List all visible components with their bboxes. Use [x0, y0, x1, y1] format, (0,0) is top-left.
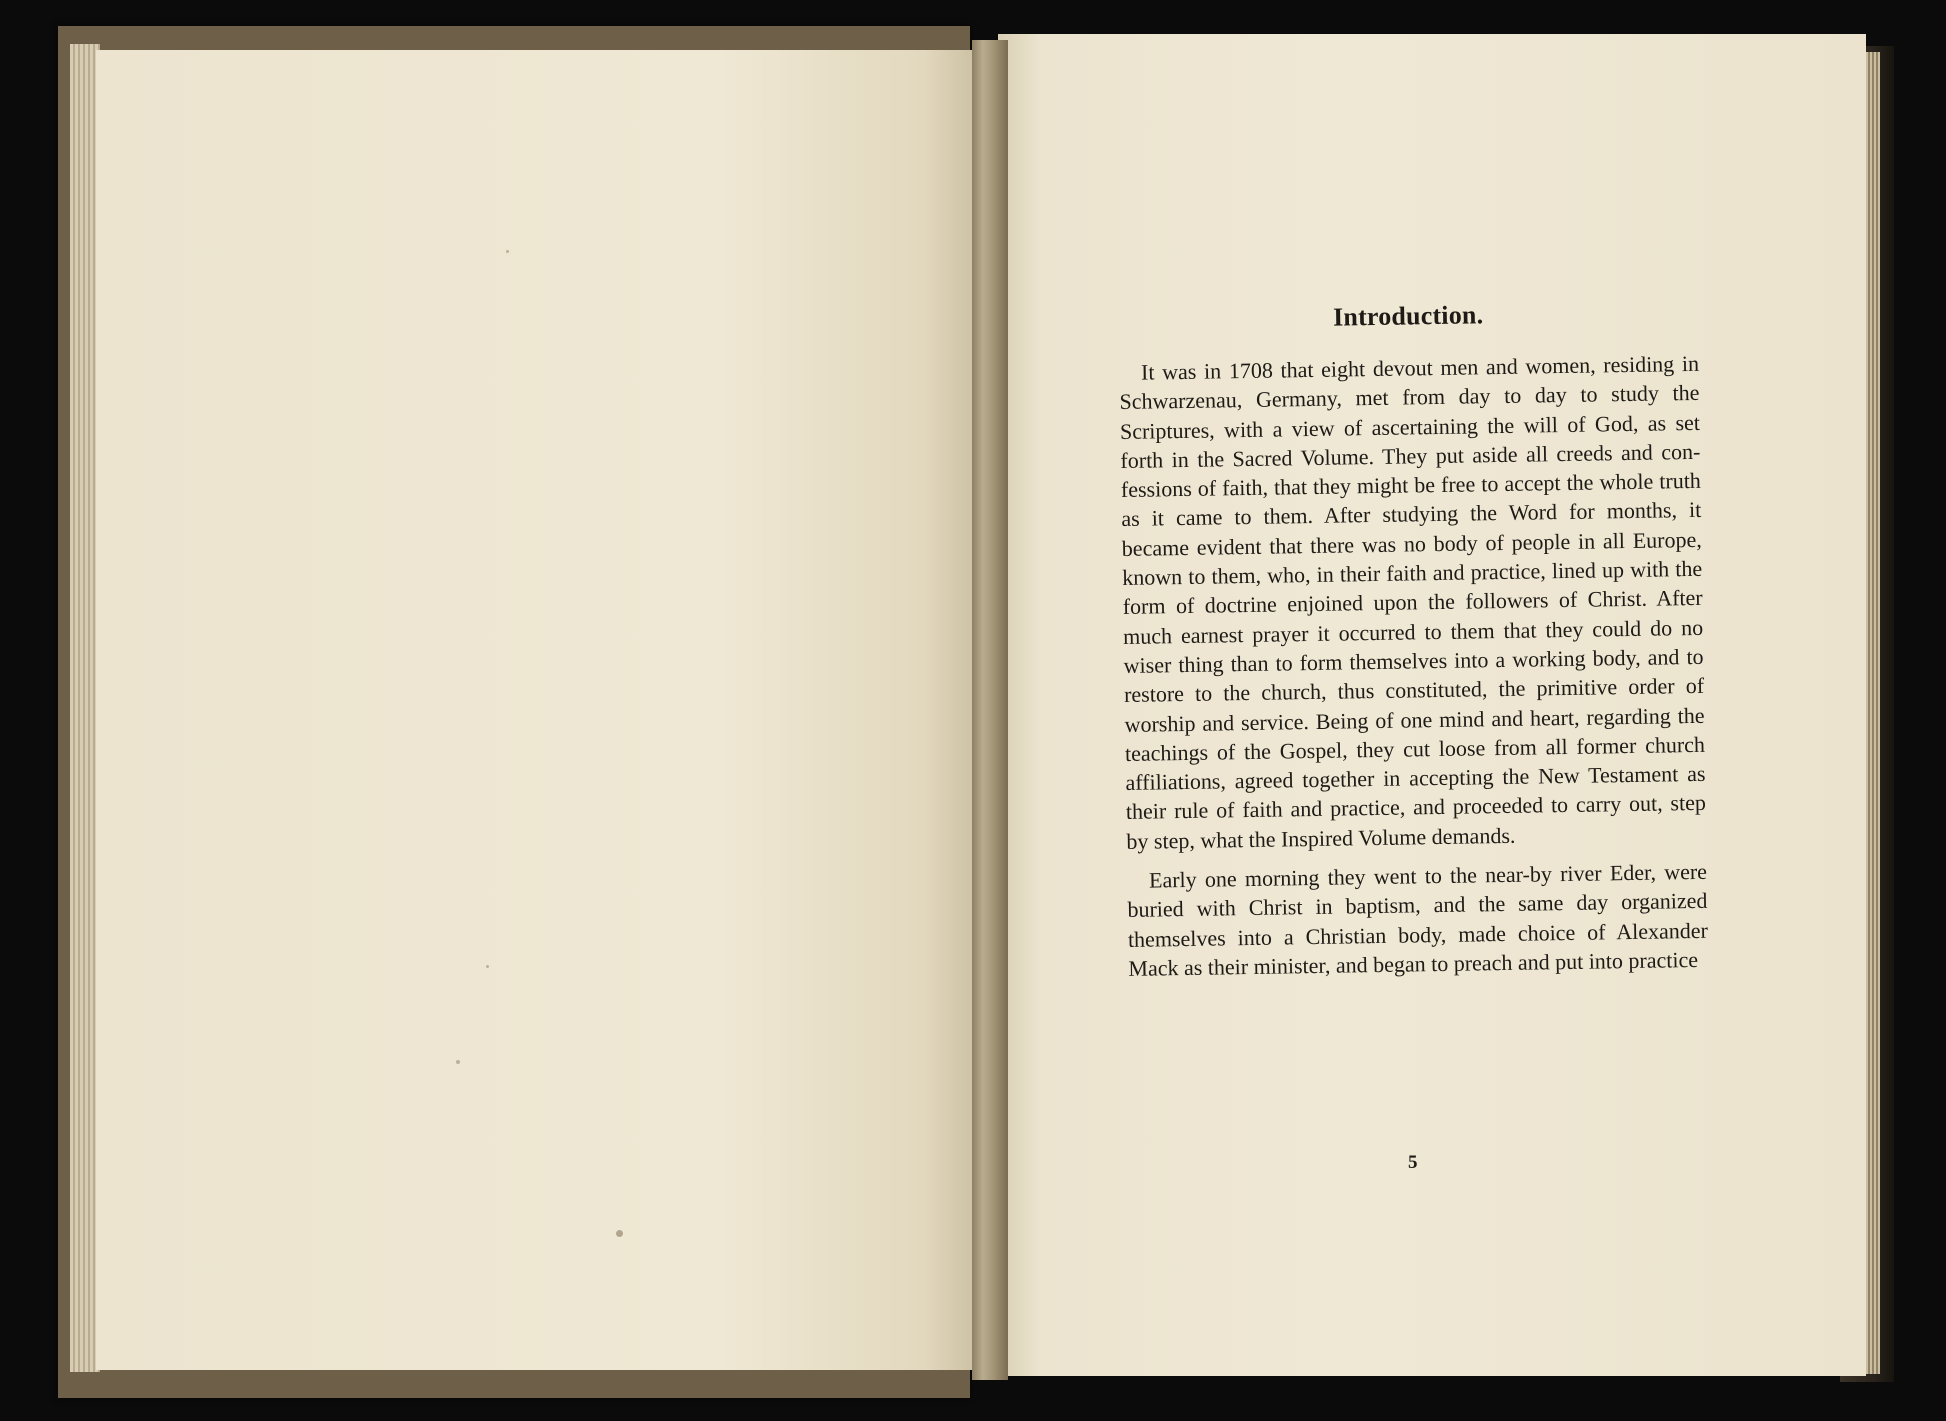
- book-spine-gutter: [972, 40, 1008, 1380]
- page-number: 5: [1408, 1152, 1418, 1173]
- paragraph-2: Early one morning they went to the near-by river Eder, were buried with Christ in baptism, and the same day organized themselves into a Christian body, made choice of Alexander Mack as their minister, and began to preach and put into practice: [1127, 858, 1709, 981]
- paragraph-1: It was in 1708 that eight devout men and women, residing in Schwarzenau, Germany, met from day to day to study the Scriptures, with a view of ascertaining the will of God, as set forth in the Sacred Volume. They put aside all creeds and confessions of faith, that they might be free to accept the whole truth as it came to them. After studying the Word for months, it became evident that there was no body of people in all Europe, known to them, who, in their faith and practice, lined up with the form of doctrine enjoined upon the followers of Christ. After much earnest prayer it occurred to them that they could do no wiser thing than to form themselves into a working body, and to restore to the church, thus constituted, the primitive order of worship and service. Being of one mind and heart, regarding the teachings of the Gospel, they cut loose from all former church affiliations, agreed together in accepting the New Testament as their rule of faith and practice, and proceeded to carry out, step by step, what the Inspired Volume demands.: [1119, 350, 1707, 854]
- page-text-block: [1118, 297, 1709, 993]
- page-title: Introduction.: [1332, 300, 1484, 332]
- blank-left-page: [96, 50, 986, 1370]
